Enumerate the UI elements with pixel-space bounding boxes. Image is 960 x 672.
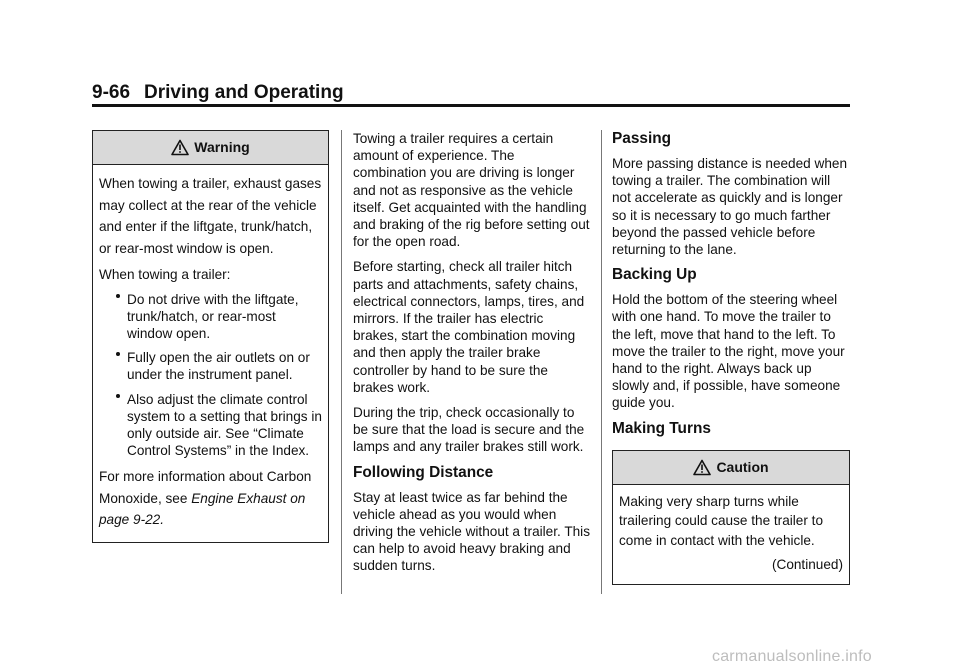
caution-body xyxy=(613,485,849,584)
warning-box xyxy=(92,130,329,543)
bullet-icon xyxy=(116,352,120,356)
following-distance-heading: Following Distance xyxy=(353,463,494,481)
column-divider-2 xyxy=(601,130,602,594)
continued-label: (Continued) xyxy=(771,557,843,573)
page-header xyxy=(92,82,850,104)
watermark: carmanualsonline.info xyxy=(712,648,872,665)
warning-bullet-list xyxy=(99,291,322,460)
column-3 xyxy=(612,130,850,585)
column-1 xyxy=(92,130,329,543)
header-rule xyxy=(92,104,850,107)
caution-header xyxy=(613,451,849,485)
list-item: Also adjust the climate control system to a setting that brings in only outside air. See “Climate Control Systems” in the Index. xyxy=(99,391,322,460)
engine-exhaust-reference[interactable]: Engine Exhaust on page 9-22. xyxy=(99,490,306,528)
column-2 xyxy=(353,130,591,583)
warning-paragraph-1: When towing a trailer, exhaust gases may collect at the rear of the vehicle and enter if the liftgate, trunk/hatch, or rear-most window is open. xyxy=(99,176,322,256)
backing-up-text: Hold the bottom of the steering wheel with one hand. To move the trailer to the left, move that hand to the left. To move the trailer to the right, move your hand to the right. Always back up slowly and, if possible, have someone guide you. xyxy=(612,292,845,411)
more-info-paragraph: For more information about Carbon Monoxide, see Engine Exhaust on page 9-22. xyxy=(99,469,312,528)
caution-title: Caution xyxy=(716,458,769,475)
warning-triangle-icon xyxy=(171,139,189,156)
warning-title: Warning xyxy=(194,138,250,155)
warning-header xyxy=(93,131,328,165)
warning-paragraph-2: When towing a trailer: xyxy=(99,267,231,282)
towing-paragraph-2: Before starting, check all trailer hitch parts and attachments, safety chains, electrical connectors, lamps, tires, and mirrors. If the trailer has electric brakes, start the combination moving and then apply the trailer brake controller by hand to be sure the brakes work. xyxy=(353,259,585,395)
caution-text: Making very sharp turns while trailering could cause the trailer to come in contact with the vehicle. xyxy=(619,493,824,548)
list-item: Fully open the air outlets on or under the instrument panel. xyxy=(99,349,322,383)
bullet-icon xyxy=(116,394,120,398)
warning-triangle-icon xyxy=(693,459,711,476)
towing-paragraph-1: Towing a trailer requires a certain amount of experience. The combination you are driving is longer and not as responsive as the vehicle itself. Get acquainted with the handling and braking of the rig before setting out for the open road. xyxy=(353,131,590,250)
caution-box xyxy=(612,450,850,585)
passing-heading: Passing xyxy=(612,130,672,147)
warning-body xyxy=(93,165,328,542)
list-item: Do not drive with the liftgate, trunk/hatch, or rear-most window open. xyxy=(99,291,322,343)
following-distance-text: Stay at least twice as far behind the vehicle ahead as you would when driving the vehicle without a trailer. This can help to avoid heavy braking and sudden turns. xyxy=(353,489,591,574)
bullet-icon xyxy=(116,294,120,298)
page-number: 9-66 xyxy=(92,82,131,103)
passing-text: More passing distance is needed when towing a trailer. The combination will not accelerate as quickly and is longer so it is necessary to go much farther beyond the passed vehicle before returning to the lane. xyxy=(612,156,848,258)
towing-paragraph-3: During the trip, check occasionally to be sure that the load is secure and the lamps and any trailer brakes still work. xyxy=(353,405,585,455)
making-turns-heading: Making Turns xyxy=(612,419,711,437)
backing-up-heading: Backing Up xyxy=(612,266,697,284)
column-divider-1 xyxy=(341,130,342,594)
section-title: Driving and Operating xyxy=(144,82,344,103)
